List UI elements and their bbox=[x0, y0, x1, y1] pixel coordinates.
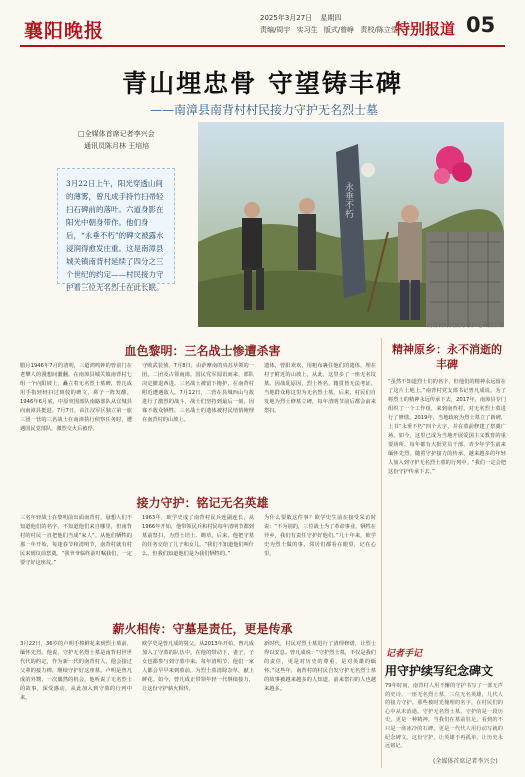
newspaper-logo: 襄阳晚报 bbox=[24, 20, 105, 42]
notes-title: 用守护续写纪念碑文 bbox=[385, 664, 494, 678]
issue-date: 2025年3月27日 bbox=[260, 14, 313, 22]
editor-credit: 责校/陈立堂 bbox=[360, 26, 398, 34]
cemetery-photo bbox=[198, 122, 504, 327]
section-heading: 薪火相传：守墓是责任，更是传承 bbox=[112, 622, 293, 636]
issue-weekday: 星期四 bbox=[320, 14, 342, 22]
byline-reporter: □全媒体首席记者李兴会 bbox=[78, 130, 155, 138]
article-column: 欧学史是曾凡成的舅父。从2013年开始，曾凡成加入了守墓的队伍中。在他的带动下，妻子、子女也都参与到守墓中来。每年清明节，他们一家人都会早早来到墓前，为烈士墓清除杂草，献上鲜花。如今，曾凡成正带领年轻一代继续接力，让这份守护薪火相传。 bbox=[142, 641, 254, 692]
article-column: 为什么要敬这件事？欧学史生前在接受采访时说：“不为别的，三位战士为了革命事业，牺牲在异乡，我们有责任守护好他们。”几十年来，欧学史为烈士做的事，邻居们都看在眼里，记在心里。 bbox=[264, 515, 376, 557]
article-column: 3月22日，36岁的卢明手捧鲜花来到烈士墓前，缅怀先烈。他说，守护无名烈士墓是南背村世世代代的约定，作为新一代的南背村人，他会接过父辈的接力棒，继续守护好这座墓。卢明是曾凡成的外甥，一次偶然的机会，他听说了无名烈士的故事，深受感动，从此加入到守墓的行列中来。 bbox=[20, 641, 132, 701]
article-column: 新时代，村民对烈士墓进行了清理修缮，让烈士得以安息。曾凡成说：“守护烈士墓，不仅是我们的责任，更是对历史的尊重，是对英雄的缅怀。”这些年，南背村的村民自发守护无名烈士墓的故事被越来越多的人知道，前来祭扫的人也越来越多。 bbox=[264, 641, 376, 692]
page-number: 05 bbox=[466, 13, 496, 37]
section-heading: 精神原乡：永不消逝的丰碑 bbox=[392, 343, 502, 371]
notes-body: 79年时间，南背村人用不懈的守护书写了一部无声的史诗。一座无名烈士墓，三位无名英雄，几代人的接力守护。那些被时光掩埋的名字，在村民们的心中从未消逝。守护无名烈士墓，守护的是一段历史，更是一种精神。当我们在墓前驻足，看到的不只是一座冰冷的石碑，更是一代代人用行动写就的纪念碑文。这份守护，让英雄不再孤单，让历史永远铭记。 bbox=[385, 683, 503, 750]
section-heading: 接力守护：铭记无名英雄 bbox=[136, 496, 269, 510]
column-divider bbox=[381, 338, 382, 768]
article-column: 腊月1946年7月的清明，三道鸿鸣钟的曾前门在老攀人的漫想间噩翻。在南漳县城关镇南背村七组一个向阳坡上，矗立着无名烈士墓碑，曾凡成用手指轻轻扫过斑驳的碑文，鼻子一阵发酸。1946年6月底，中原突围部队南路部队从宜城县向南漳县挺进。7月7日，由江汉军区独立第一旅三团一营的三名战士在南漳执行侦察任务时，遭遇国民党部队，激烈交火后被俘。 bbox=[20, 363, 132, 432]
masthead-meta bbox=[260, 12, 398, 36]
editor-credit: 版式/曾峥 bbox=[323, 26, 355, 34]
notes-header: 记者手记 bbox=[386, 649, 423, 659]
editor-credit: 实习生 bbox=[296, 26, 318, 34]
section-heading: 血色黎明：三名战士惨遭杀害 bbox=[124, 344, 281, 358]
article-column: 遗体，曾阳欢欢，用粗布裹住他们的遗体，埋在村子附近的山坡上，从此，这里多了一座无名坟墓。因战乱原因，烈士姓名、籍贯皆无法考证。当地群众称这里为无名烈士墓。后来，村民们自发地为烈士修墓立碑，每年清明节前后都会前来祭扫。 bbox=[264, 363, 376, 414]
headline-title: 青山埋忠骨 守望铸丰碑 bbox=[122, 69, 403, 98]
article-column: “虽然不知道烈士们的名字，但他们的精神永远留在了这片土地上。”南背村党支部书记曾凡成说。为了将烈士的精神永远传承下去，2017年，南漳县专门组织了一个工作组，来到南背村，对无名烈士墓进行了修缮。2019年，当地政府为烈士墓立了新碑，上书“永垂不朽”四个大字，并在墓前修建了祭奠广场。如今，这里已成为当地开展爱国主义教育的重要场所，每年都有大批党员干部、青少年学生前来缅怀先烈。随着守护接力的传承，越来越多的年轻人加入到守护无名烈士墓的行列中。“我们一定会把这份守护传承下去。” bbox=[388, 379, 506, 475]
cemetery-photo-art bbox=[198, 122, 504, 327]
notes-author: (全媒体首席记者李兴会) bbox=[433, 758, 498, 765]
byline-correspondents: 通讯员陈月林 王培培 bbox=[84, 142, 150, 150]
photo-caption: 南背村村民接力守护无名烈士墓 bbox=[426, 323, 504, 329]
headline-subtitle: ——南漳县南背村村民接力守护无名烈士墓 bbox=[150, 103, 379, 117]
article-column: 三名年轻战士在黎明前出面南背村，悬想人们不知道他们的名字，不知道他们来自哪里，但南背村的村民一直把他们当成“家人”。从他们牺牲的那一年开始，每逢春节和清明节，南背村就有村民来到坟前祭奠。“我爷爷临终前叮嘱我们，一定要守好这座坟。” bbox=[20, 515, 132, 566]
lead-paragraph: 3月22日上午，阳光穿透山间的薄雾，曾凡成手持竹扫帚轻扫石碑前的落叶。六道身影在阳光中朝身带作。他们身后，“永垂不朽”的碑文被露水浸润得愈发庄重。这是南漳县城关镇南背村延续了四分之三个世纪的约定——村民接力守护着三位无名烈士在此长眠。 bbox=[57, 168, 175, 284]
byline bbox=[78, 128, 155, 152]
editor-credit: 责编/周宇 bbox=[260, 26, 291, 34]
stele-inscription: 永垂不朽 bbox=[343, 182, 353, 218]
masthead-divider bbox=[20, 45, 505, 47]
section-label: 特别报道 bbox=[395, 20, 456, 38]
article-column: 守败武装侦。7月8日，由萨摩南的央苏草领的一团，二团及占领南漳。国民党军闻讯而来，部队决定撤退西进。三名战士被留下掩护，在南背村附近遭遇敌人。7月12日，二营在县城西山与敌进行了激烈的战斗，战士们坚持到最后一刻，因寡不敌众牺牲。三名战士的遗体被村民悄悄掩埋在南背村的山坡上。 bbox=[142, 363, 254, 423]
article-column: 1963年，欧学史成了南背村民兵连副连长，从1966年开始，他带领民兵和村民每年清明节都到墓前祭扫，为烈士培土、锄草。后来，他把守墓的任务交给了儿子和女儿。“我们不知道他们叫什么，但我们知道他们是为我们牺牲的。” bbox=[142, 515, 254, 557]
